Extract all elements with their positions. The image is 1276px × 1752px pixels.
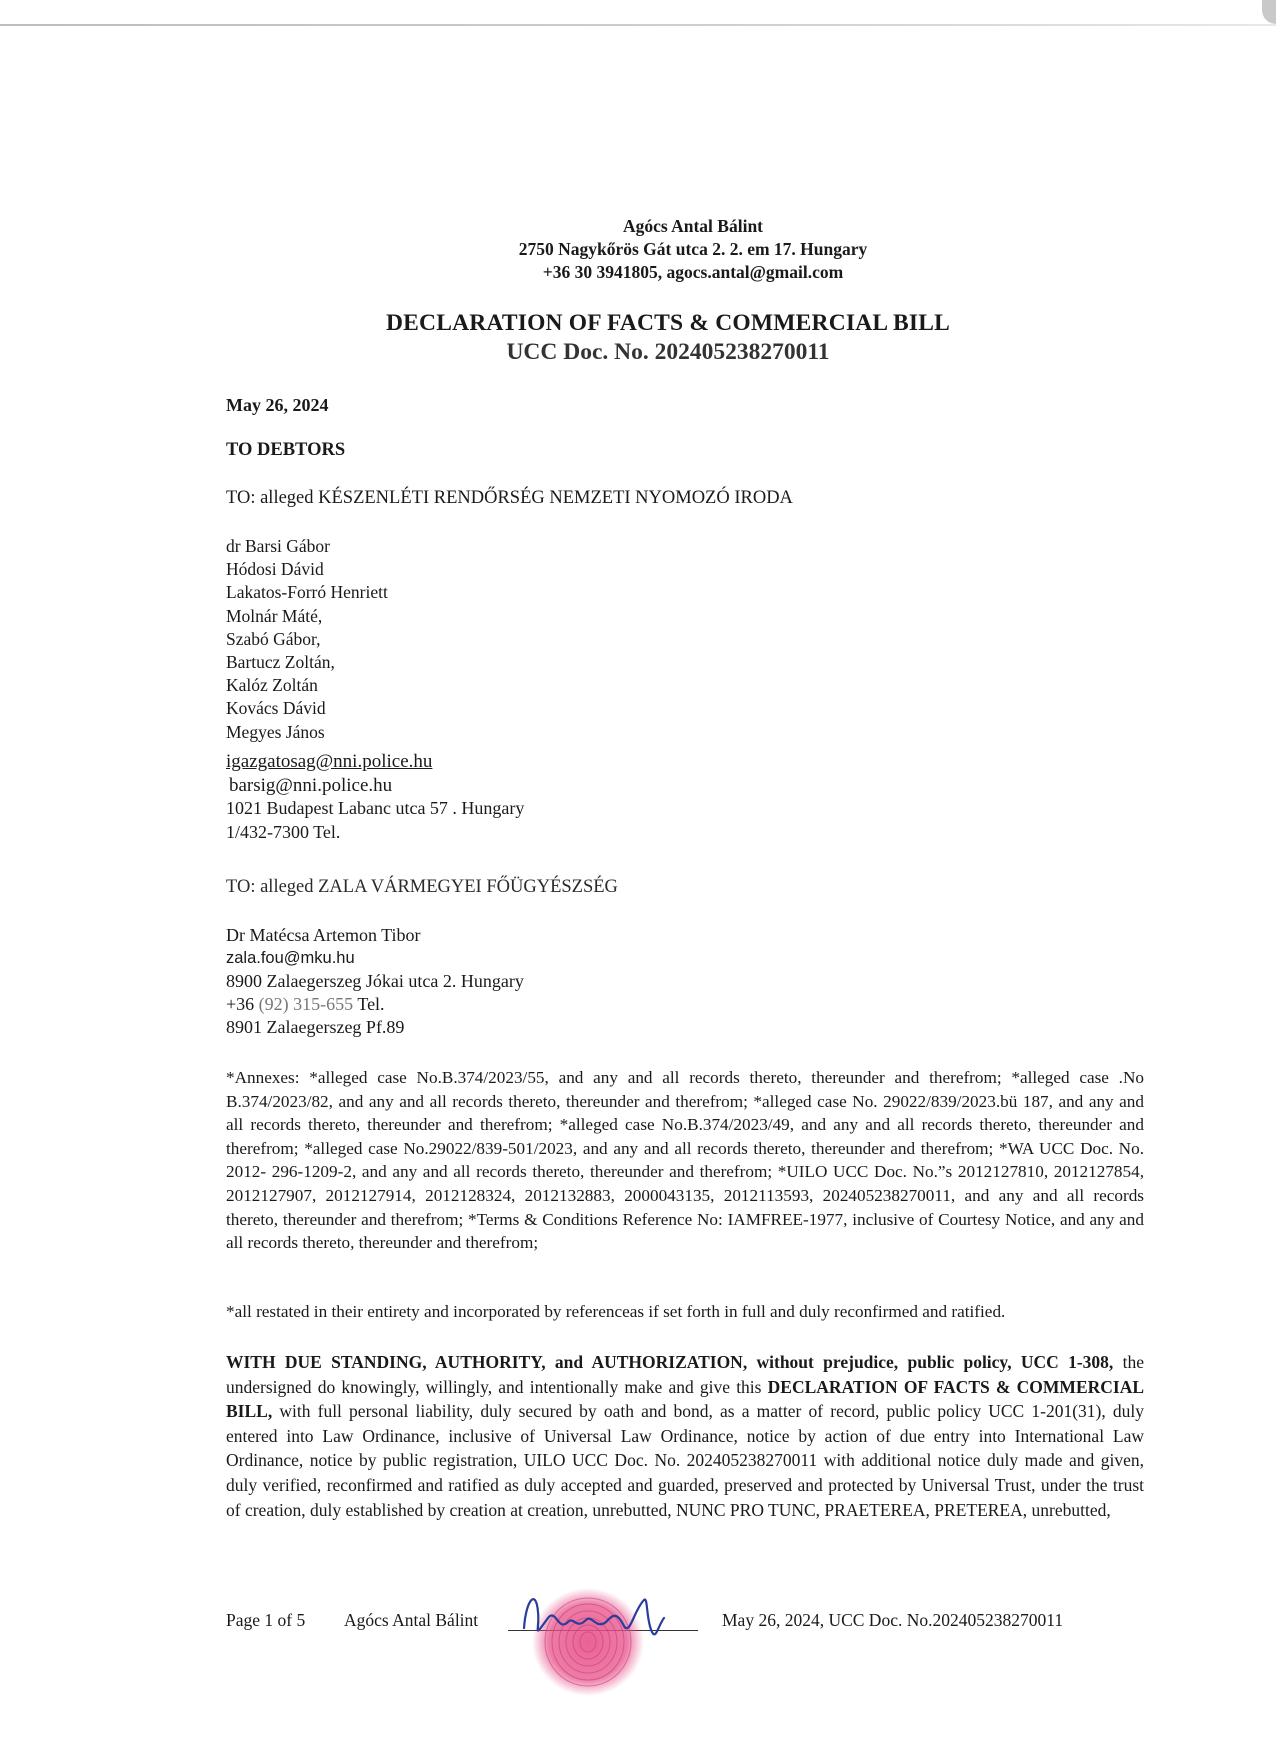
recipient1-email-2[interactable]: barsig@nni.police.hu [229, 774, 393, 796]
page-number: Page 1 of 5 [226, 1610, 306, 1630]
sender-address: 2750 Nagykőrös Gát utca 2. 2. em 17. Hungary [518, 239, 868, 259]
recipient1-name: Hódosi Dávid [226, 559, 324, 580]
tel-prefix: +36 [226, 994, 255, 1014]
recipient1-email-1[interactable]: igazgatosag@nni.police.hu [226, 751, 433, 772]
recipient1-name: Szabó Gábor, [226, 628, 321, 649]
title-line-2: UCC Doc. No. 202405238270011 [506, 339, 830, 365]
declaration-title-ref: DECLARATION OF FACTS & COMMERCIAL BILL, [226, 1376, 1145, 1422]
recipient1-names-list [226, 535, 1146, 744]
recipient1-name: Megyes János [226, 721, 325, 742]
sender-name: Agócs Antal Bálint [622, 216, 764, 236]
recipient1-name: Molnár Máté, [226, 605, 323, 626]
tel-suffix: Tel. [357, 994, 385, 1014]
to-debtors-heading: TO DEBTORS [226, 440, 346, 460]
footer-signer-name: Agócs Antal Bálint [344, 1610, 479, 1630]
recipient2-email[interactable]: zala.fou@mku.hu [226, 949, 355, 967]
declaration-text-1: the undersigned do knowingly, willingly, and intentionally make and give this [226, 1352, 1144, 1397]
recipient2-name: Dr Matécsa Artemon Tibor [226, 925, 421, 945]
tel-number: (92) 315-655 [258, 994, 354, 1014]
sender-contact: +36 30 3941805, agocs.antal@gmail.com [542, 262, 844, 282]
restated-note: *all restated in their entirety and incorporated by referenceas if set forth in full and duly reconfirmed and ratified. [226, 1302, 1006, 1321]
recipient1-address: 1021 Budapest Labanc utca 57 . Hungary [226, 798, 525, 818]
footer-date-doc: May 26, 2024, UCC Doc. No.202405238270011 [722, 1610, 1064, 1630]
annexes-paragraph: *Annexes: *alleged case No.B.374/2023/55, and any and all records thereto, thereunder and therefrom; *alleged case .No B.374/2023/82, and any and all records thereto, thereunder and therefrom; *alleged case No. 29022/839/2023.bü 187, and any and all records thereto, thereunder and therefrom; *alleged case No.B.374/2023/49, and any and all records thereto, thereunder and therefrom; *alleged case No.29022/839-501/2023, and any and all records thereto, thereunder and therefrom; *WA UCC Doc. No. 2012- 296-1209-2, and any and all records thereto, thereunder and therefrom; *UILO UCC Doc. No.”s 2012127810, 2012127854, 2012127907, 2012127914, 2012128324, 2012132883, 2000043135, 2012113593, 202405238270011, and any and all records thereto, thereunder and therefrom; *Terms & Conditions Reference No: IAMFREE-1977, inclusive of Courtesy Notice, and any and all records thereto, thereunder and therefrom; [226, 1068, 1144, 1253]
document-date: May 26, 2024 [226, 395, 329, 415]
recipient2-heading: TO: alleged ZALA VÁRMEGYEI FŐÜGYÉSZSÉG [226, 877, 618, 897]
recipient1-contacts [226, 750, 1146, 844]
recipient1-tel: 1/432-7300 Tel. [226, 821, 341, 842]
page-footer [226, 1610, 1156, 1690]
recipient1-name: Kalóz Zoltán [226, 675, 318, 696]
declaration-paragraph [226, 1350, 1144, 1522]
recipient1-name: dr Barsi Gábor [226, 536, 331, 556]
recipient1-heading: TO: alleged KÉSZENLÉTI RENDŐRSÉG NEMZETI NYOMOZÓ IRODA [226, 488, 793, 508]
recipient1-name: Bartucz Zoltán, [226, 652, 335, 673]
recipient2-tel [226, 993, 1146, 1016]
declaration-text-2: with full personal liability, duly secured by oath and bond, as a matter of record, public policy UCC 1-201(31), duly entered into Law Ordinance, inclusive of Universal Law Ordinance, notice by action of due entry into International Law Ordinance, notice by public registration, UILO UCC Doc. No. 202405238270011 with additional notice duly made and given, duly verified, reconfirmed and ratified as duly accepted and guarded, preserved and protected by Universal Trust, under the trust of creation, duly established by creation at creation, unrebutted, NUNC PRO TUNC, PRAETEREA, PRETEREA, unrebutted, [226, 1401, 1144, 1520]
declaration-lead: WITH DUE STANDING, AUTHORITY, and AUTHORIZATION, without prejudice, public policy, UCC 1-308, [226, 1352, 1114, 1372]
recipient2-po-box: 8901 Zalaegerszeg Pf.89 [226, 1017, 405, 1037]
title-line-1: DECLARATION OF FACTS & COMMERCIAL BILL [385, 310, 951, 336]
sender-header [0, 215, 1276, 284]
recipient2-address: 8900 Zalaegerszeg Jókai utca 2. Hungary [226, 971, 524, 991]
recipient2-contacts [226, 924, 1146, 1039]
recipient1-name: Lakatos-Forró Henriett [226, 582, 388, 603]
fingerprint-signature-icon [496, 1570, 696, 1700]
document-title [0, 308, 1276, 366]
recipient1-name: Kovács Dávid [226, 698, 326, 719]
